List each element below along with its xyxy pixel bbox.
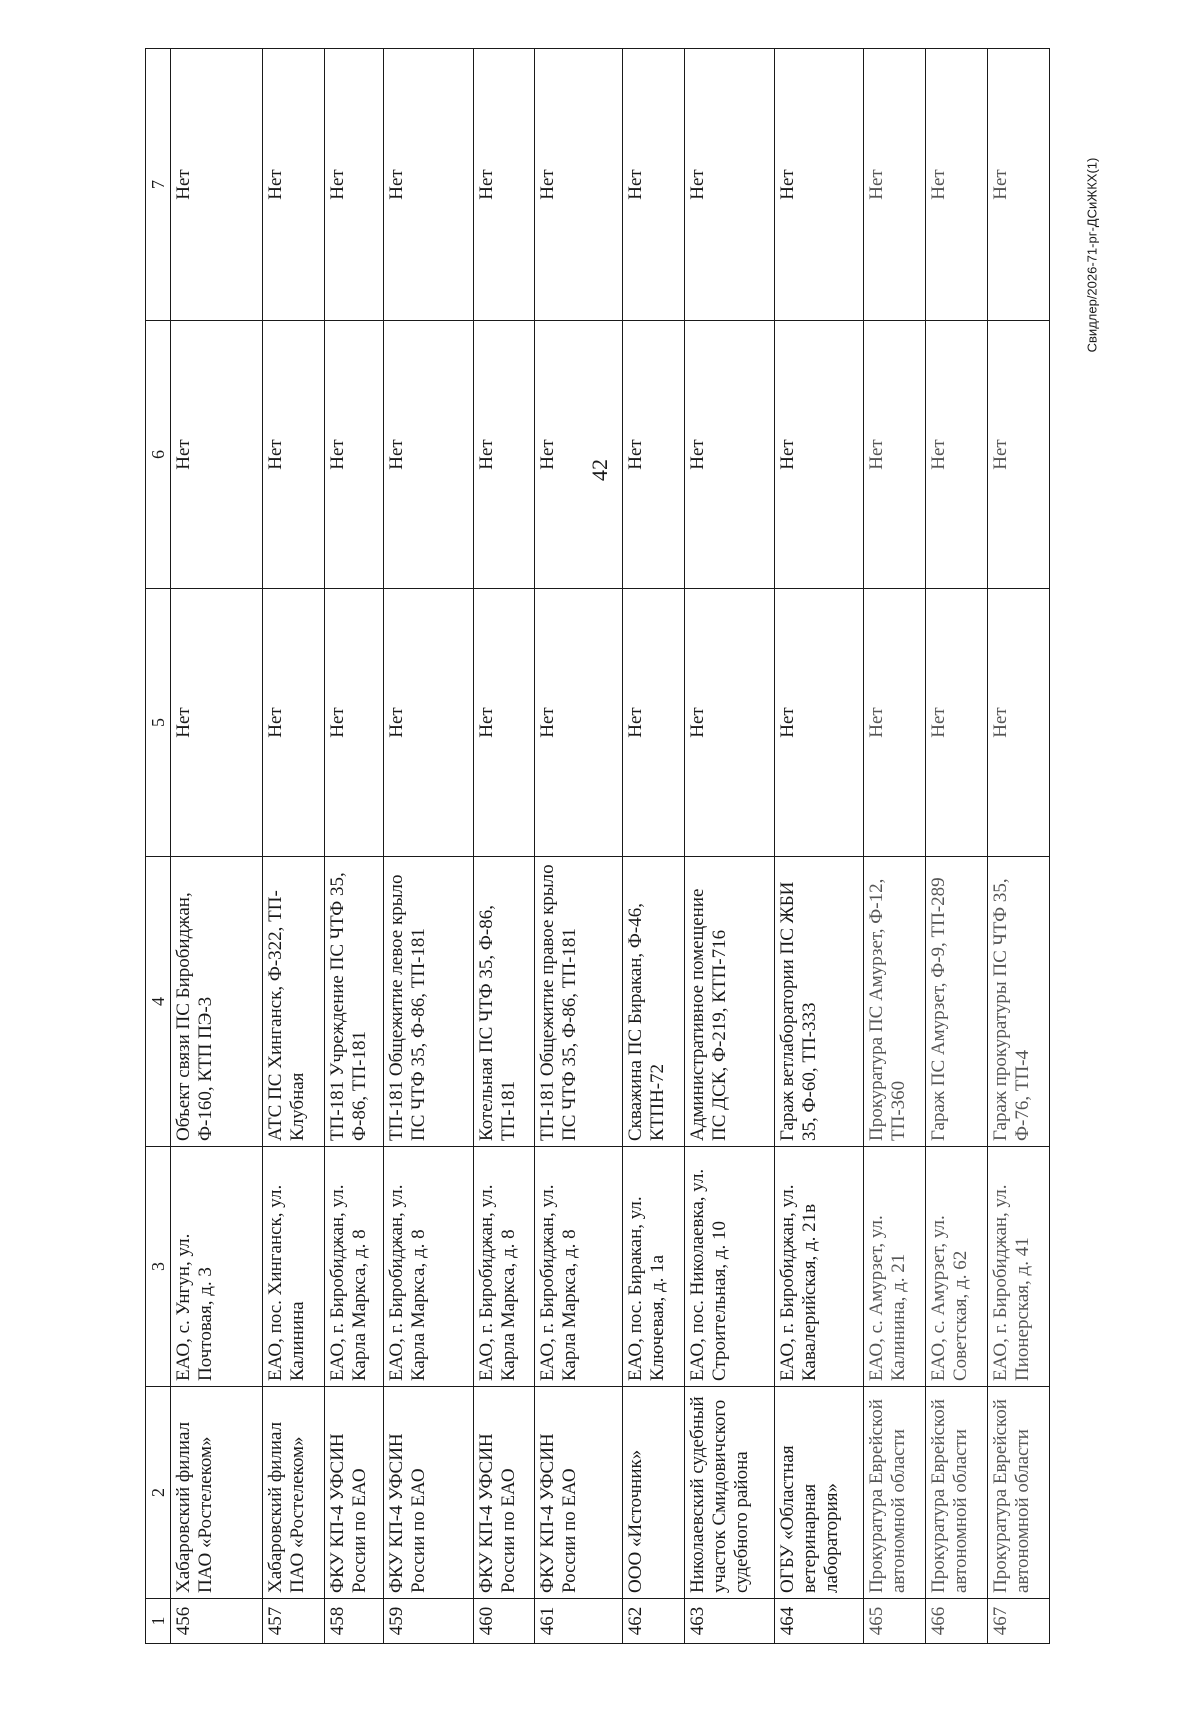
address-cell: ЕАО, с. Амурзет, ул. Советская, д. 62: [925, 1147, 987, 1387]
table-container: [145, 49, 1050, 1644]
column-5-cell: Нет: [473, 589, 534, 857]
column-7-cell: Нет: [534, 49, 622, 321]
row-number: 459: [384, 1599, 474, 1644]
address-cell: ЕАО, г. Биробиджан, ул. Карла Маркса, д. 8: [534, 1147, 622, 1387]
address-cell: ЕАО, г. Биробиджан, ул. Карла Маркса, д. 8: [324, 1147, 384, 1387]
column-header: 1: [146, 1599, 171, 1644]
object-cell: Котельная ПС ЧТФ 35, Ф-86, ТП-181: [473, 857, 534, 1147]
column-header: 4: [146, 857, 171, 1147]
table-row: [623, 49, 685, 1644]
organization-cell: ФКУ КП-4 УФСИН России по ЕАО: [534, 1387, 622, 1599]
object-cell: Административное помещение ПС ДСК, Ф-219, КТП-716: [685, 857, 775, 1147]
column-5-cell: Нет: [685, 589, 775, 857]
column-6-cell: Нет: [473, 321, 534, 589]
table-header-row: [146, 49, 171, 1644]
table-row: [534, 49, 622, 1644]
column-6-cell: Нет: [925, 321, 987, 589]
row-number: 463: [685, 1599, 775, 1644]
address-cell: ЕАО, с. Амурзет, ул. Калинина, д. 21: [864, 1147, 926, 1387]
object-cell: Гараж ПС Амурзет, Ф-9, ТП-289: [925, 857, 987, 1147]
table-row: [473, 49, 534, 1644]
data-table: [145, 48, 1050, 1644]
column-6-cell: Нет: [171, 321, 263, 589]
row-number: 462: [623, 1599, 685, 1644]
table-row: [987, 49, 1049, 1644]
table-row: [925, 49, 987, 1644]
organization-cell: ОГБУ «Областная ветеринарная лаборатория»: [774, 1387, 864, 1599]
row-number: 461: [534, 1599, 622, 1644]
object-cell: Прокуратура ПС Амурзет, Ф-12, ТП-360: [864, 857, 926, 1147]
organization-cell: Хабаровский филиал ПАО «Ростелеком»: [171, 1387, 263, 1599]
object-cell: Скважина ПС Биракан, Ф-46, КТПН-72: [623, 857, 685, 1147]
column-header: 7: [146, 49, 171, 321]
organization-cell: Хабаровский филиал ПАО «Ростелеком»: [262, 1387, 324, 1599]
object-cell: Гараж прокуратуры ПС ЧТФ 35, Ф-76, ТП-4: [987, 857, 1049, 1147]
organization-cell: Прокуратура Еврейской автономной области: [864, 1387, 926, 1599]
column-header: 6: [146, 321, 171, 589]
object-cell: АТС ПС Хинганск, Ф-322, ТП-Клубная: [262, 857, 324, 1147]
organization-cell: ФКУ КП-4 УФСИН России по ЕАО: [473, 1387, 534, 1599]
organization-cell: Николаевский судебный участок Смидовичского судебного района: [685, 1387, 775, 1599]
column-6-cell: Нет: [685, 321, 775, 589]
column-6-cell: Нет: [324, 321, 384, 589]
address-cell: ЕАО, с. Унгун, ул. Почтовая, д. 3: [171, 1147, 263, 1387]
column-7-cell: Нет: [987, 49, 1049, 321]
column-5-cell: Нет: [534, 589, 622, 857]
table-row: [864, 49, 926, 1644]
column-7-cell: Нет: [262, 49, 324, 321]
column-5-cell: Нет: [623, 589, 685, 857]
column-7-cell: Нет: [473, 49, 534, 321]
column-6-cell: Нет: [774, 321, 864, 589]
row-number: 465: [864, 1599, 926, 1644]
column-5-cell: Нет: [324, 589, 384, 857]
object-cell: ТП-181 Учреждение ПС ЧТФ 35, Ф-86, ТП-181: [324, 857, 384, 1147]
column-header: 5: [146, 589, 171, 857]
column-6-cell: Нет: [864, 321, 926, 589]
column-7-cell: Нет: [864, 49, 926, 321]
organization-cell: Прокуратура Еврейской автономной области: [987, 1387, 1049, 1599]
column-7-cell: Нет: [384, 49, 474, 321]
table-row: [262, 49, 324, 1644]
organization-cell: ФКУ КП-4 УФСИН России по ЕАО: [384, 1387, 474, 1599]
row-number: 460: [473, 1599, 534, 1644]
column-5-cell: Нет: [384, 589, 474, 857]
column-header: 3: [146, 1147, 171, 1387]
address-cell: ЕАО, г. Биробиджан, ул. Карла Маркса, д. 8: [384, 1147, 474, 1387]
column-7-cell: Нет: [324, 49, 384, 321]
object-cell: Гараж ветлаборатории ПС ЖБИ 35, Ф-60, ТП-333: [774, 857, 864, 1147]
column-6-cell: Нет: [534, 321, 622, 589]
table-row: [324, 49, 384, 1644]
column-6-cell: Нет: [987, 321, 1049, 589]
page-number: 42: [587, 459, 612, 481]
table-row: [685, 49, 775, 1644]
document-code: Свидлер/2026-71-рг-ДСиЖКХ(1): [1084, 157, 1100, 353]
column-7-cell: Нет: [925, 49, 987, 321]
column-6-cell: Нет: [262, 321, 324, 589]
address-cell: ЕАО, пос. Биракан, ул. Ключевая, д. 1а: [623, 1147, 685, 1387]
address-cell: ЕАО, г. Биробиджан, ул. Пионерская, д. 41: [987, 1147, 1049, 1387]
table-row: [171, 49, 263, 1644]
column-6-cell: Нет: [623, 321, 685, 589]
address-cell: ЕАО, г. Биробиджан, ул. Карла Маркса, д. 8: [473, 1147, 534, 1387]
column-5-cell: Нет: [864, 589, 926, 857]
object-cell: ТП-181 Общежитие левое крыло ПС ЧТФ 35, Ф-86, ТП-181: [384, 857, 474, 1147]
column-7-cell: Нет: [623, 49, 685, 321]
column-7-cell: Нет: [685, 49, 775, 321]
column-5-cell: Нет: [171, 589, 263, 857]
row-number: 456: [171, 1599, 263, 1644]
column-5-cell: Нет: [925, 589, 987, 857]
object-cell: Объект связи ПС Биробиджан, Ф-160, КТП ПЭ-3: [171, 857, 263, 1147]
object-cell: ТП-181 Общежитие правое крыло ПС ЧТФ 35, Ф-86, ТП-181: [534, 857, 622, 1147]
table-row: [384, 49, 474, 1644]
column-6-cell: Нет: [384, 321, 474, 589]
organization-cell: ФКУ КП-4 УФСИН России по ЕАО: [324, 1387, 384, 1599]
table-body: [171, 49, 1050, 1644]
row-number: 458: [324, 1599, 384, 1644]
organization-cell: ООО «Источник»: [623, 1387, 685, 1599]
organization-cell: Прокуратура Еврейской автономной области: [925, 1387, 987, 1599]
column-5-cell: Нет: [987, 589, 1049, 857]
column-5-cell: Нет: [262, 589, 324, 857]
column-5-cell: Нет: [774, 589, 864, 857]
table-row: [774, 49, 864, 1644]
column-7-cell: Нет: [171, 49, 263, 321]
row-number: 467: [987, 1599, 1049, 1644]
address-cell: ЕАО, г. Биробиджан, ул. Кавалерийская, д. 21в: [774, 1147, 864, 1387]
row-number: 466: [925, 1599, 987, 1644]
address-cell: ЕАО, пос. Хинганск, ул. Калинина: [262, 1147, 324, 1387]
column-header: 2: [146, 1387, 171, 1599]
address-cell: ЕАО, пос. Николаевка, ул. Строительная, д. 10: [685, 1147, 775, 1387]
row-number: 457: [262, 1599, 324, 1644]
row-number: 464: [774, 1599, 864, 1644]
column-7-cell: Нет: [774, 49, 864, 321]
